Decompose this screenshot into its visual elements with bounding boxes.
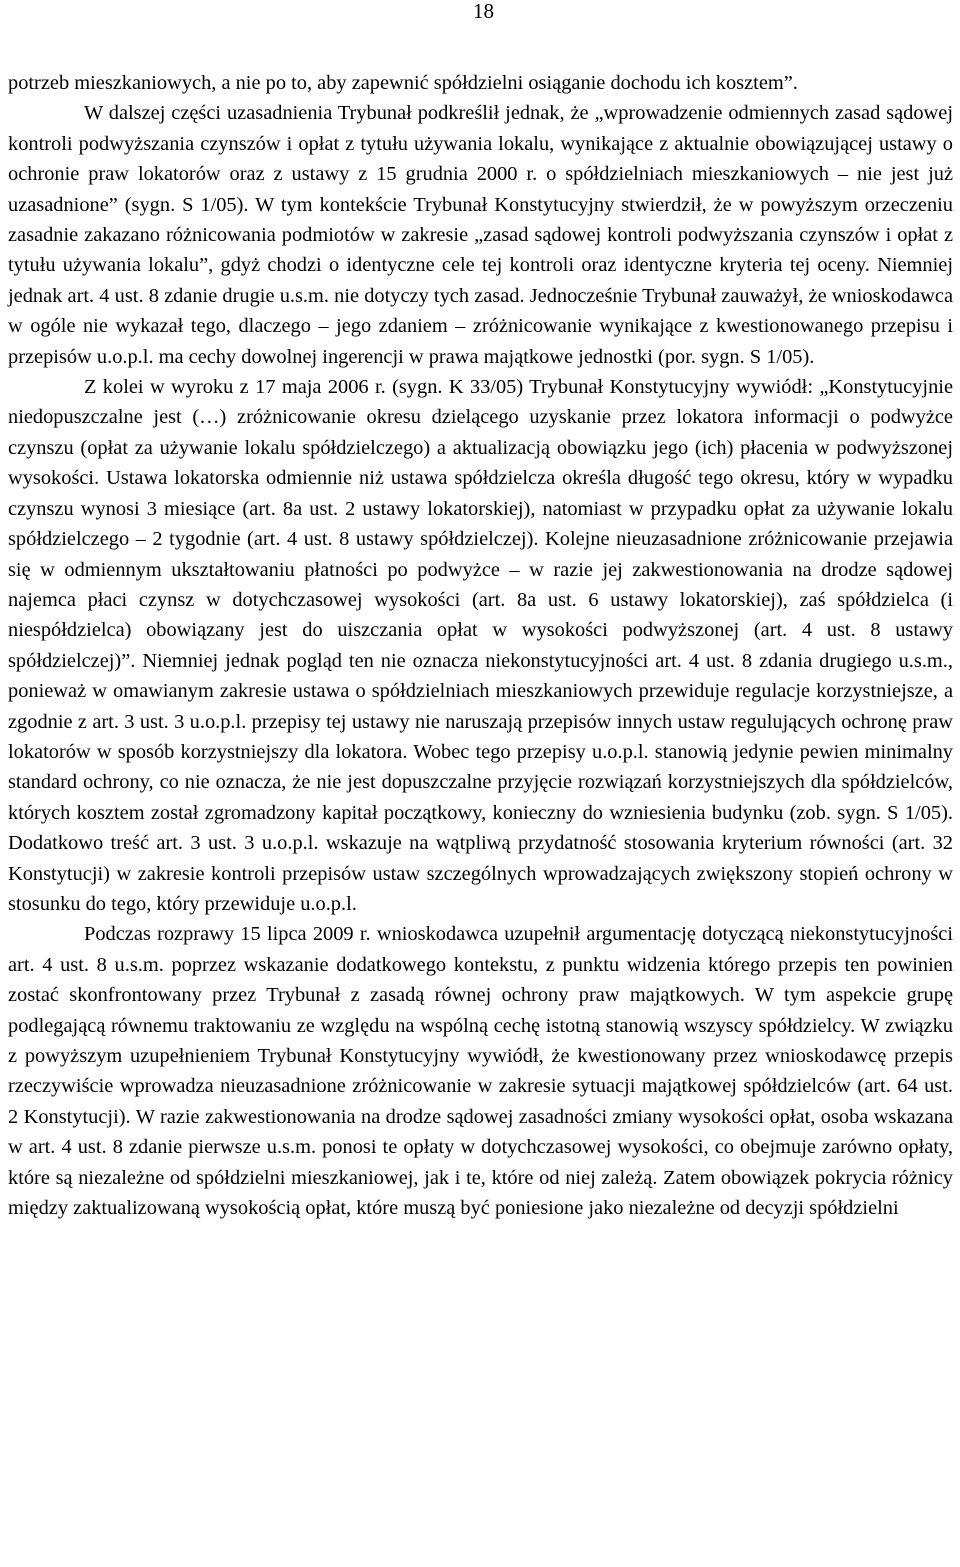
- page-number: 18: [473, 0, 494, 23]
- paragraph-wyrok-k-33-05: Z kolei w wyroku z 17 maja 2006 r. (sygn. K 33/05) Trybunał Konstytucyjny wywiódł: „Konstytucyjnie niedopuszczalne jest (…) zróżnicowanie okresu dzielącego uzyskanie przez lokatora informacji o podwyżce czynszu (opłat za używanie lokalu spółdzielczego) a aktualizacją obowiązku jego (ich) płacenia w podwyższonej wysokości. Ustawa lokatorska odmiennie niż ustawa spółdzielcza określa długość tego okresu, który w wypadku czynszu wynosi 3 miesiące (art. 8a ust. 2 ustawy lokatorskiej), natomiast w przypadku opłat za używanie lokalu spółdzielczego – 2 tygodnie (art. 4 ust. 8 ustawy spółdzielczej). Kolejne nieuzasadnione zróżnicowanie przejawia się w odmiennym ukształtowaniu płatności po podwyżce – w razie jej zakwestionowania na drodze sądowej najemca płaci czynsz w dotychczasowej wysokości (art. 8a ust. 6 ustawy lokatorskiej), zaś spółdzielca (i niespółdzielca) obowiązany jest do uiszczania opłat w wysokości podwyższonej (art. 4 ust. 8 ustawy spółdzielczej)”. Niemniej jednak pogląd ten nie oznacza niekonstytucyjności art. 4 ust. 8 zdania drugiego u.s.m., ponieważ w omawianym zakresie ustawa o spółdzielniach mieszkaniowych przewiduje regulacje korzystniejsze, a zgodnie z art. 3 ust. 3 u.o.p.l. przepisy tej ustawy nie naruszają przepisów innych ustaw regulujących ochronę praw lokatorów w sposób korzystniejszy dla lokatora. Wobec tego przepisy u.o.p.l. stanowią jedynie pewien minimalny standard ochrony, co nie oznacza, że nie jest dopuszczalne przyjęcie rozwiązań korzystniejszych dla spółdzielców, których kosztem został zgromadzony kapitał początkowy, konieczny do wzniesienia budynku (zob. sygn. S 1/05). Dodatkowo treść art. 3 ust. 3 u.o.p.l. wskazuje na wątpliwą przydatność stosowania kryterium równości (art. 32 Konstytucji) w zakresie kontroli przepisów ustaw szczególnych wprowadzających zwiększony stopień ochrony w stosunku do tego, który przewiduje u.o.p.l.: [8, 376, 953, 915]
- paragraph-rozprawa: Podczas rozprawy 15 lipca 2009 r. wnioskodawca uzupełnił argumentację dotyczącą niekonstytucyjności art. 4 ust. 8 u.s.m. poprzez wskazanie dodatkowego kontekstu, z punktu widzenia którego przepis ten powinien zostać skonfrontowany przez Trybunał z zasadą równej ochrony praw majątkowych. W tym aspekcie grupę podlegającą równemu traktowaniu ze względu na wspólną cechę istotną stanowią wszyscy spółdzielcy. W związku z powyższym uzupełnieniem Trybunał Konstytucyjny wywiódł, że kwestionowany przez wnioskodawcę przepis rzeczywiście wprowadza nieuzasadnione zróżnicowanie w zakresie sytuacji majątkowej spółdzielców (art. 64 ust. 2 Konstytucji). W razie zakwestionowania na drodze sądowej zasadności zmiany wysokości opłat, osoba wskazana w art. 4 ust. 8 zdanie pierwsze u.s.m. ponosi te opłaty w dotychczasowej wysokości, co obejmuje zarówno opłaty, które są niezależne od spółdzielni mieszkaniowej, jak i te, które od niej zależą. Zatem obowiązek pokrycia różnicy między zaktualizowaną wysokością opłat, które muszą być poniesione jako niezależne od decyzji spółdzielni: [8, 923, 953, 1220]
- paragraph-uzasadnienie: W dalszej części uzasadnienia Trybunał podkreślił jednak, że „wprowadzenie odmiennych zasad sądowej kontroli podwyższania czynszów i opłat z tytułu używania lokalu, wynikające z aktualnie obowiązującej ustawy o ochronie praw lokatorów oraz z ustawy z 15 grudnia 2000 r. o spółdzielniach mieszkaniowych – nie jest już uzasadnione” (sygn. S 1/05). W tym kontekście Trybunał Konstytucyjny stwierdził, że w powyższym orzeczeniu zasadnie zakazano różnicowania podmiotów w zakresie „zasad sądowej kontroli podwyższania czynszów i opłat z tytułu używania lokalu”, gdyż chodzi o identyczne cele tej kontroli oraz identyczne kryteria tej oceny. Niemniej jednak art. 4 ust. 8 zdanie drugie u.s.m. nie dotyczy tych zasad. Jednocześnie Trybunał zauważył, że wnioskodawca w ogóle nie wykazał tego, dlaczego – jego zdaniem – zróżnicowanie wynikające z kwestionowanego przepisu i przepisów u.o.p.l. ma cechy dowolnej ingerencji w prawa majątkowe jednostki (por. sygn. S 1/05).: [8, 102, 953, 368]
- document-body: [8, 68, 953, 1223]
- paragraph-continuation: potrzeb mieszkaniowych, a nie po to, aby zapewnić spółdzielni osiąganie dochodu ich kosztem”.: [8, 72, 798, 94]
